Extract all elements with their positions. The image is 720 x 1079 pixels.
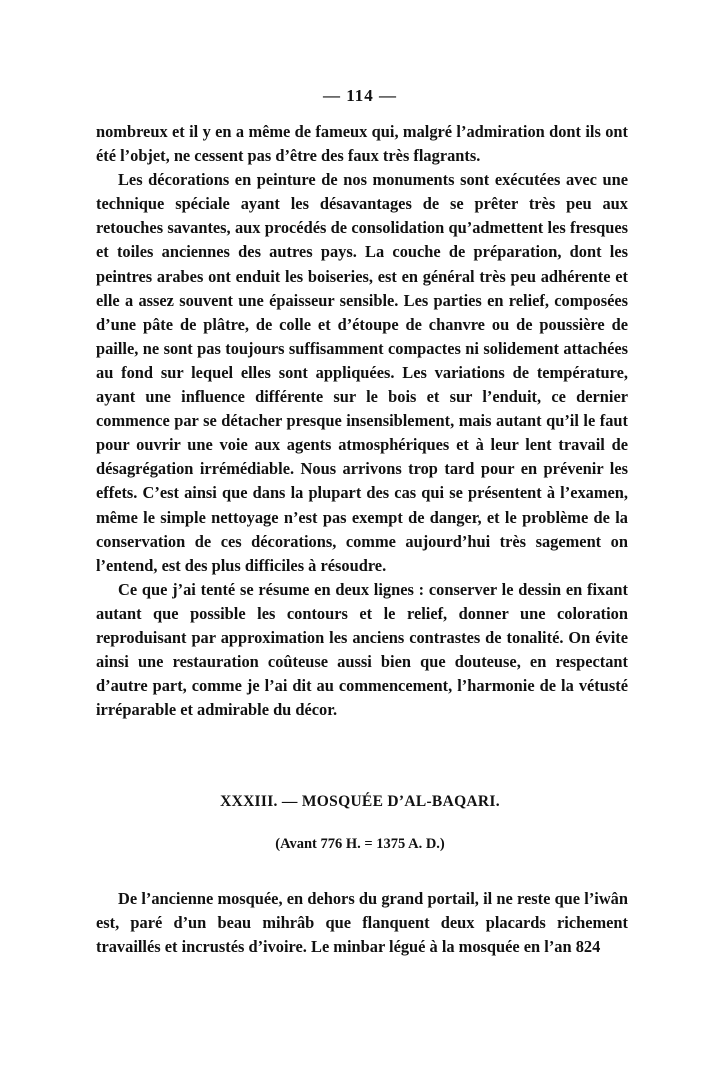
page-number: — 114 —: [322, 86, 398, 105]
section-heading: XXXIII. — MOSQUÉE D’AL-BAQARI.: [220, 793, 500, 810]
section-date: (Avant 776 H. = 1375 A. D.): [275, 836, 445, 852]
section-body: [96, 887, 628, 959]
paragraph-method: Ce que j’ai tenté se résume en deux lignes : conserver le dessin en fixant autant que possible les contours et le relief, donner une coloration reproduisant par approximation les anciens contrastes de tonalité. On évite ainsi une restauration coûteuse aussi bien que douteuse, en respectant d’autre part, comme je l’ai dit au commencement, l’harmonie de la vétusté irréparable et admirable du décor.: [96, 579, 628, 720]
paragraph-mosque: De l’ancienne mosquée, en dehors du grand portail, il ne reste que l’iwân est, paré d’un beau mihrâb que flanquent deux placards richement travaillés et incrustés d’ivoire. Le minbar légué à la mosquée en l’an 824: [96, 889, 628, 957]
paragraph-decorations: Les décorations en peinture de nos monuments sont exécutées avec une technique spéciale ayant les désavantages de se prêter très peu aux retouches savantes, aux procédés de consolidation qu’admettent les fresques et toiles anciennes des autres pays. La couche de préparation, dont les peintres arabes ont enduit les boiseries, est en général très peu adhérente et elle a assez souvent une épaisseur sensible. Les parties en relief, composées d’une pâte de plâtre, de colle et d’étoupe de chanvre ou de poussière de paille, ne sont pas toujours suffisamment compactes ni solidement attachées au fond sur lequel elles sont appliquées. Les variations de température, ayant une influence différente sur le bois et sur l’enduit, ce dernier commence par se détacher presque insensiblement, mais autant qu’il le faut pour ouvrir une voie aux agents atmosphériques et à leur lent travail de désagrégation irrémédiable. Nous arrivons trop tard pour en prévenir les effets. C’est ainsi que dans la plupart des cas qui se présentent à l’examen, même le simple nettoyage n’est pas exempt de danger, et le problème de la conservation de ces décorations, comme aujourd’hui très sagement on l’entend, est des plus difficiles à résoudre.: [96, 170, 628, 575]
paragraph-continuation: nombreux et il y en a même de fameux qui, malgré l’admiration dont ils ont été l’objet, ne cessent pas d’être des faux très flagrants.: [96, 122, 628, 166]
body-text: [96, 120, 628, 722]
